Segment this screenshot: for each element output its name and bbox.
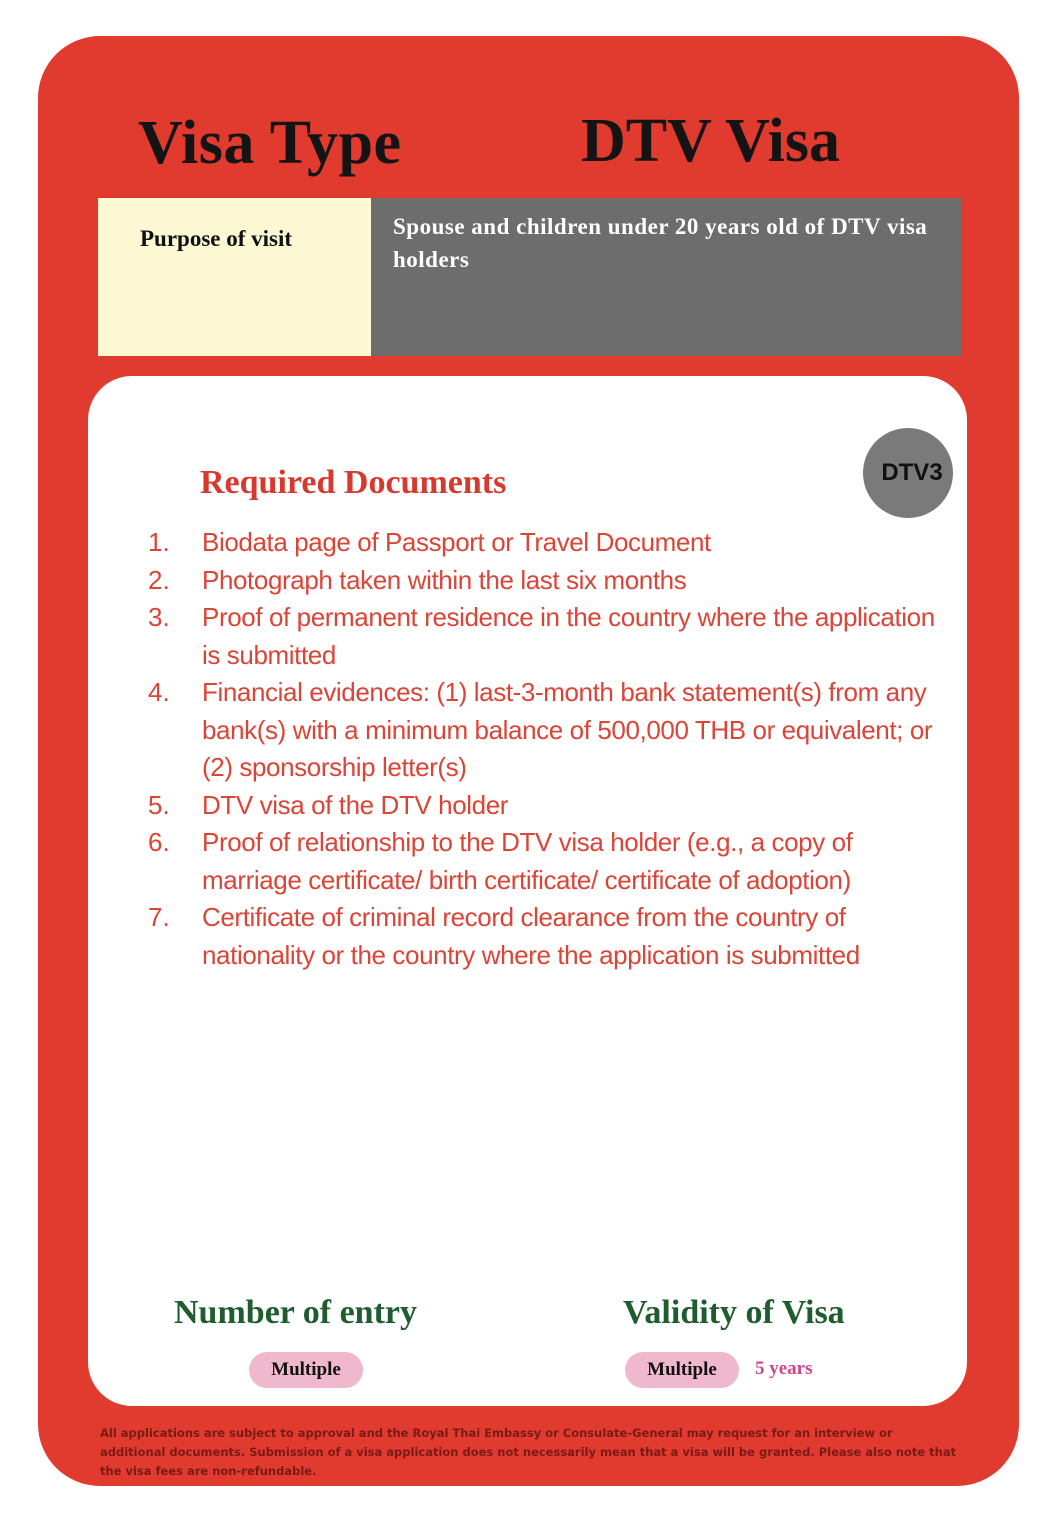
visa-code-badge [863, 428, 953, 518]
item-text: DTV visa of the DTV holder [202, 789, 509, 820]
item-number: 1. [148, 527, 170, 557]
required-documents-list [148, 524, 958, 974]
visa-type-label: Visa Type [138, 109, 402, 177]
item-text: Certificate of criminal record clearance from the country of nationality or the country where the application is submitted [202, 902, 860, 970]
validity-heading: Validity of Visa [623, 1294, 845, 1331]
item-number: 5. [148, 789, 170, 820]
list-item [148, 787, 958, 825]
item-text: Biodata page of Passport or Travel Document [202, 527, 711, 557]
disclaimer-text: All applications are subject to approval and the Royal Thai Embassy or Consulate-General may request for an interview or additional documents. Submission of a visa application does not necessarily mean that a visa will be granted. Please also note that the visa fees are non-refundable. [100, 1426, 957, 1478]
item-number: 3. [148, 602, 170, 632]
list-item [148, 599, 958, 674]
documents-panel [88, 376, 967, 1406]
validity-duration: 5 years [755, 1358, 813, 1379]
item-text: Photograph taken within the last six months [202, 564, 687, 595]
list-item [148, 899, 958, 974]
required-documents-heading: Required Documents [200, 464, 507, 501]
visa-code-label: DTV3 [881, 459, 943, 486]
number-of-entry-heading: Number of entry [174, 1294, 417, 1331]
item-number: 2. [148, 564, 170, 595]
item-text: Proof of permanent residence in the country where the application is submitted [202, 602, 935, 670]
list-item [148, 674, 958, 787]
item-number: 7. [148, 902, 170, 932]
list-item [148, 524, 958, 562]
purpose-label-box [98, 198, 371, 356]
visa-card [38, 36, 1019, 1486]
validity-value-badge: Multiple [625, 1352, 739, 1388]
visa-name: DTV Visa [581, 107, 840, 175]
item-number: 4. [148, 677, 170, 707]
purpose-value: Spouse and children under 20 years old of DTV visa holders [393, 214, 928, 272]
title-row [38, 36, 1019, 216]
purpose-value-box [371, 198, 961, 356]
item-text: Financial evidences: (1) last-3-month bank statement(s) from any bank(s) with a minimum balance of 500,000 THB or equivalent; or (2) sponsorship letter(s) [202, 677, 933, 782]
list-item [148, 562, 958, 600]
list-item [148, 824, 958, 899]
item-number: 6. [148, 827, 170, 857]
item-text: Proof of relationship to the DTV visa holder (e.g., a copy of marriage certificate/ birth certificate/ certificate of adoption) [202, 827, 853, 895]
entry-value-badge: Multiple [249, 1352, 363, 1388]
purpose-label: Purpose of visit [140, 226, 293, 251]
